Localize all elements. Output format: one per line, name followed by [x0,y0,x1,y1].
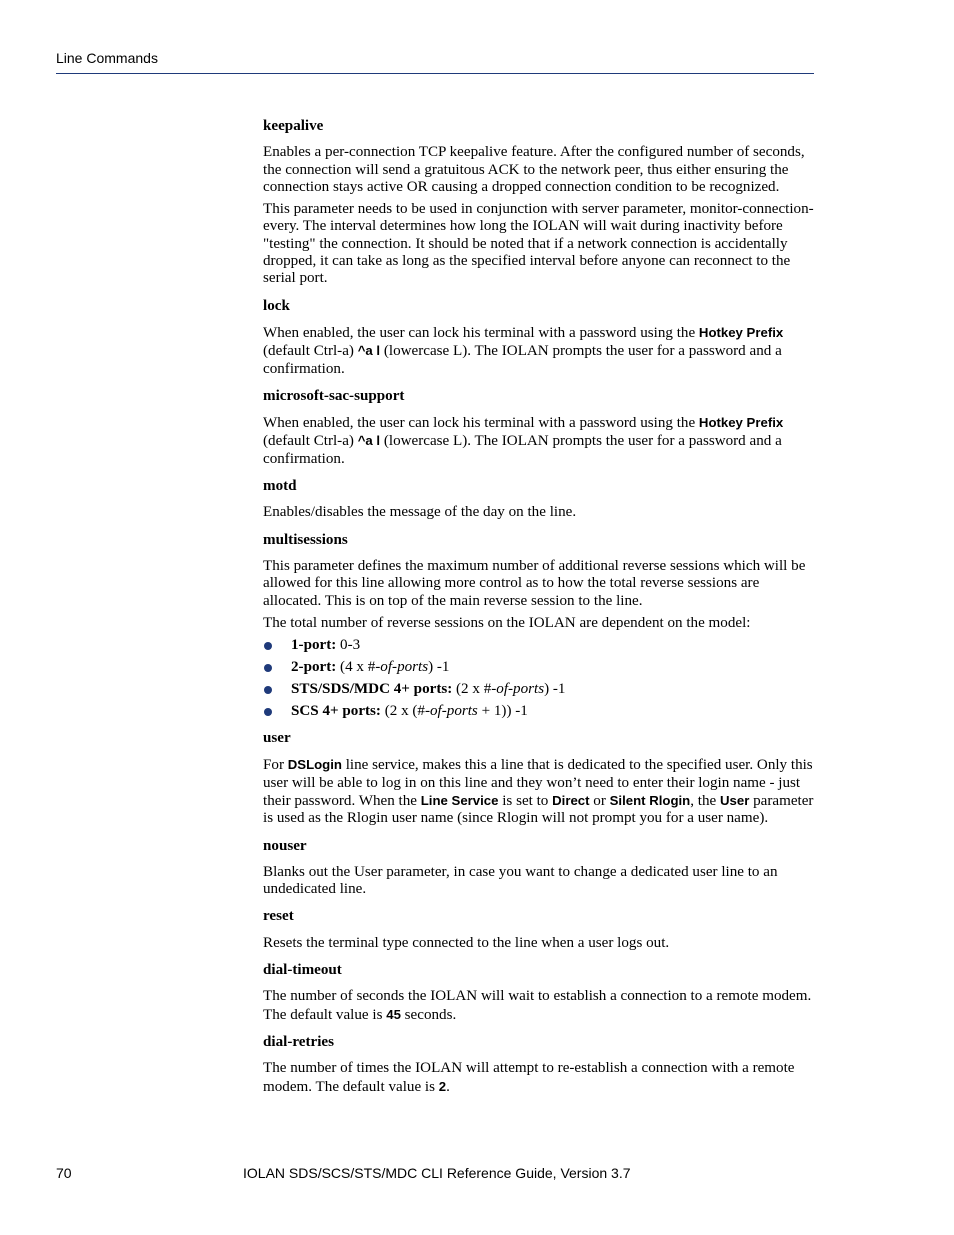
term-user: user [263,730,291,747]
reset-description: Resets the terminal type connected to the line when a user logs out. [263,934,670,951]
term-motd: motd [263,478,297,495]
bullet-icon [264,642,272,650]
motd-description: Enables/disables the message of the day on the line. [263,504,577,521]
keepalive-note: This parameter needs to be used in conjunction with server parameter, monitor-connection-every. The interval determines how long the IOLAN will wait during inactivity before "testing" the connection. It should be noted that if a network connection is accidentally dropped, it can take as long as the specified interval before anyone can reconnect to the serial port. [263,201,814,287]
bullet-icon [264,686,272,694]
multisessions-model-list [263,637,815,720]
term-keepalive: keepalive [263,118,324,134]
default-value: 2 [438,1078,447,1094]
multisessions-model-intro: The total number of reverse sessions on the IOLAN are dependent on the model: [263,614,751,631]
term-microsoft-sac-support: microsoft-sac-support [263,387,405,404]
header-rule [56,73,814,74]
dial-timeout-description: The number of seconds the IOLAN will wait to establish a connection to a remote modem. The default value is 45 seconds. [263,988,812,1023]
user-param-ref: User [720,792,750,808]
page-number: 70 [56,1165,72,1181]
footer-doc-title: IOLAN SDS/SCS/STS/MDC CLI Reference Guide, Version 3.7 [243,1165,631,1181]
list-item: 1-port: 0-3 [263,637,815,654]
hotkey-sequence: ^a l [357,433,381,449]
hotkey-prefix-ref: Hotkey Prefix [698,324,784,340]
default-value: 45 [386,1006,401,1022]
running-header: Line Commands [56,50,158,66]
hotkey-sequence: ^a l [357,343,381,359]
term-reset: reset [263,908,294,925]
microsoft-sac-support-description: When enabled, the user can lock his terminal with a password using the Hotkey Prefix (default Ctrl-a) ^a l (lowercase L). The IOLAN prompts the user for a password and a confirmation. [263,415,784,467]
term-dial-retries: dial-retries [263,1033,334,1050]
direct-ref: Direct [552,792,590,808]
silent-rlogin-ref: Silent Rlogin [609,792,691,808]
multisessions-description: This parameter defines the maximum number of additional reverse sessions which will be allowed for this line allowing more control as to how the total reverse sessions are allocated. This is on top of the main reverse session to the line. [263,557,806,609]
body-content [263,118,815,1106]
list-item: SCS 4+ ports: (2 x (#-of-ports + 1)) -1 [263,703,815,720]
term-lock: lock [263,297,290,314]
hotkey-prefix-ref: Hotkey Prefix [698,415,784,431]
lock-description: When enabled, the user can lock his terminal with a password using the Hotkey Prefix (default Ctrl-a) ^a l (lowercase L). The IOLAN prompts the user for a password and a confirmation. [263,324,784,377]
line-service-ref: Line Service [420,792,499,808]
term-nouser: nouser [263,837,307,854]
bullet-icon [264,664,272,672]
list-item: STS/SDS/MDC 4+ ports: (2 x #-of-ports) -1 [263,681,815,698]
nouser-description: Blanks out the User parameter, in case you want to change a dedicated user line to an undedicated line. [263,863,778,898]
dslogin-ref: DSLogin [287,757,342,773]
list-item: 2-port: (4 x #-of-ports) -1 [263,659,815,676]
term-dial-timeout: dial-timeout [263,962,342,979]
term-multisessions: multisessions [263,531,348,548]
user-description: For DSLogin line service, makes this a line that is dedicated to the specified user. Only this user will be able to log in on this line and they won’t need to enter their login name - just their password. When the Line Service is set to Direct or Silent Rlogin, the User parameter is used as the Rlogin user name (since Rlogin will not prompt you for a user name). [263,757,814,827]
keepalive-description: Enables a per-connection TCP keepalive feature. After the configured number of seconds, the connection will send a gratuitous ACK to the network peer, thus either ensuring the connection stays active OR causing a dropped connection condition to be recognized. [263,144,805,195]
dial-retries-description: The number of times the IOLAN will attempt to re-establish a connection with a remote modem. The default value is 2. [263,1060,795,1095]
bullet-icon [264,708,272,716]
